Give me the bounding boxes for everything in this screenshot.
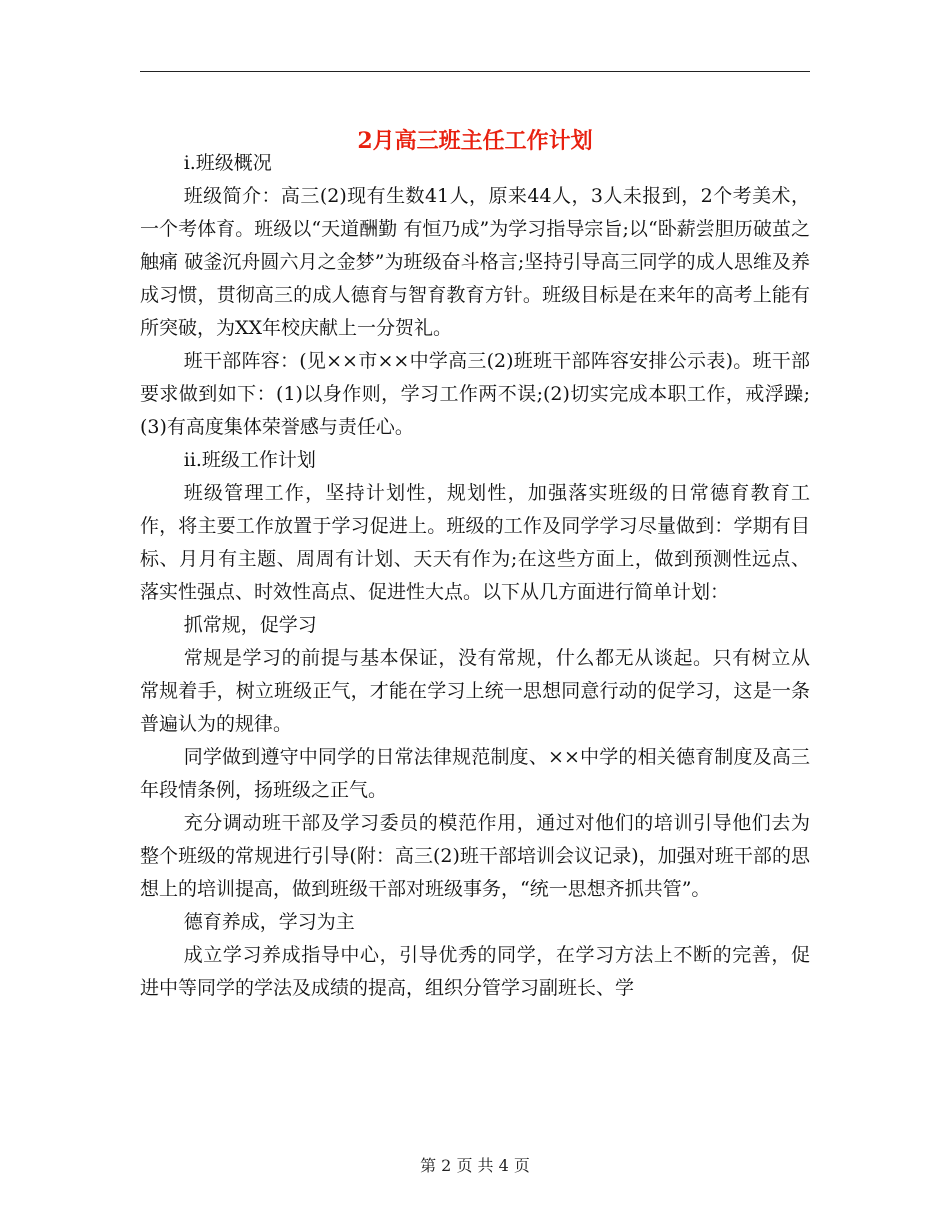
paragraph-class-intro: 班级简介：高三(2)现有生数41人，原来44人，3人未报到，2个考美术，一个考体育。班级以“天道酬勤 有恒乃成”为学习指导宗旨;以“卧薪尝胆历破茧之触痛 破釜沉舟圆六月之金梦”为班级奋斗格言;坚持引导高三同学的成人思维及养成习惯，贯彻高三的成人德育与智育教育方针。班级目标是在来年的高考上能有所突破，为XX年校庆献上一分贺礼。 (140, 185, 810, 339)
document-title: 2月高三班主任工作计划 (357, 127, 593, 154)
paragraph-cadre-training: 充分调动班干部及学习委员的模范作用，通过对他们的培训引导他们去为整个班级的常规进行引导(附：高三(2)班干部培训会议记录)，加强对班干部的思想上的培训提高，做到班级干部对班级事务，“统一思想齐抓共管”。 (140, 812, 810, 900)
document-body (140, 147, 810, 1005)
page-footer: 第 2 页 共 4 页 (420, 1156, 530, 1175)
section-heading-2: ⅱ.班级工作计划 (183, 449, 316, 471)
subheading-routine: 抓常规，促学习 (183, 614, 317, 636)
paragraph-routine: 常规是学习的前提与基本保证，没有常规，什么都无从谈起。只有树立从常规着手，树立班级正气，才能在学习上统一思想同意行动的促学习，这是一条普遍认为的规律。 (140, 647, 810, 735)
paragraph-class-cadre: 班干部阵容：(见××市××中学高三(2)班班干部阵容安排公示表)。班干部要求做到如下：(1)以身作则，学习工作两不误;(2)切实完成本职工作，戒浮躁;(3)有高度集体荣誉感与责任心。 (140, 350, 810, 438)
paragraph-study-center: 成立学习养成指导中心，引导优秀的同学，在学习方法上不断的完善，促进中等同学的学法及成绩的提高，组织分管学习副班长、学 (140, 944, 810, 999)
section-heading-1: ⅰ.班级概况 (183, 152, 272, 174)
header-rule (140, 71, 810, 72)
subheading-moral: 德育养成，学习为主 (183, 911, 355, 933)
paragraph-rules: 同学做到遵守中同学的日常法律规范制度、××中学的相关德育制度及高三年段情条例，扬班级之正气。 (140, 746, 810, 801)
paragraph-management: 班级管理工作，坚持计划性，规划性，加强落实班级的日常德育教育工作，将主要工作放置于学习促进上。班级的工作及同学学习尽量做到：学期有目标、月月有主题、周周有计划、天天有作为;在这些方面上，做到预测性远点、落实性强点、时效性高点、促进性大点。以下从几方面进行简单计划： (140, 482, 810, 603)
